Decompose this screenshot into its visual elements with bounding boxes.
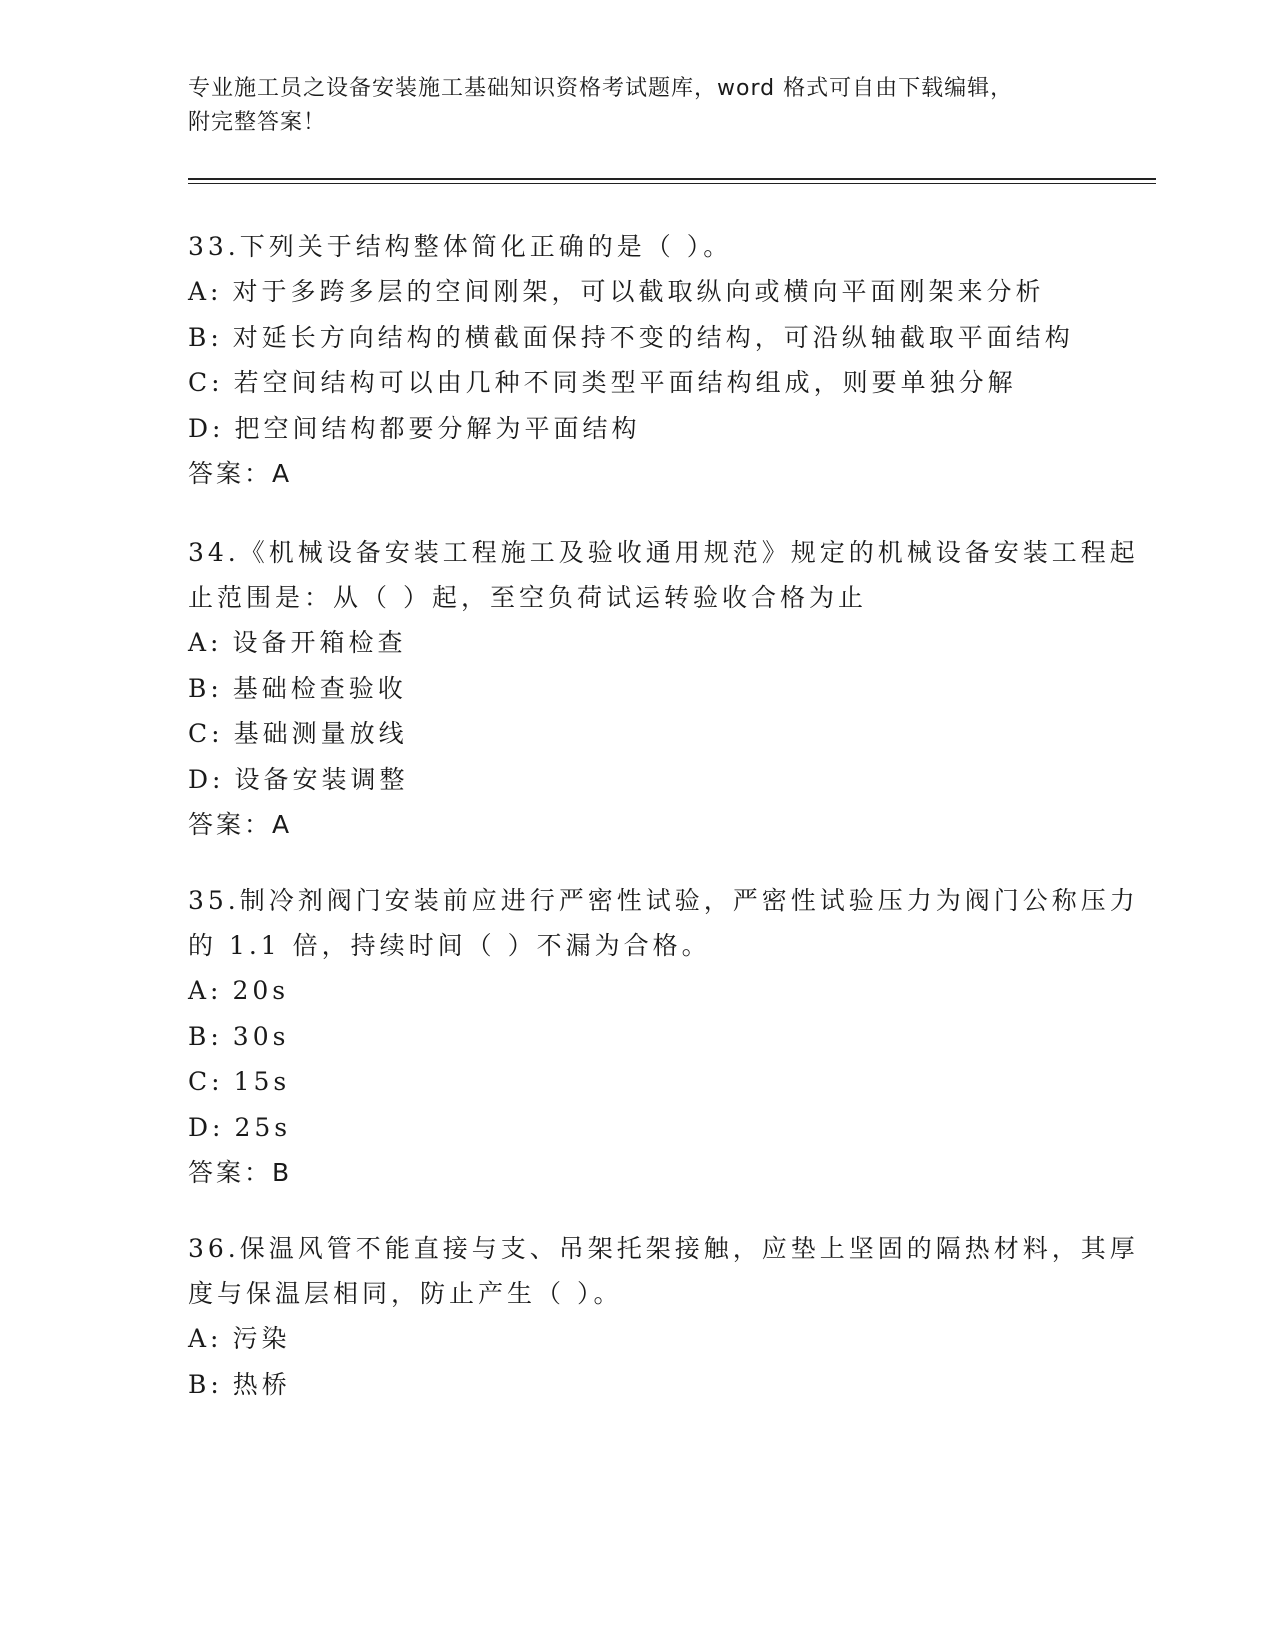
option-c: C: 若空间结构可以由几种不同类型平面结构组成，则要单独分解 bbox=[188, 368, 1017, 397]
option-c: C: 15s bbox=[188, 1067, 291, 1096]
option-b: B: 30s bbox=[188, 1021, 290, 1051]
question-36 bbox=[188, 1226, 1148, 1407]
option-a: A: 设备开箱检查 bbox=[188, 628, 407, 657]
option-a: A: 20s bbox=[188, 976, 290, 1005]
option-c: C: 基础测量放线 bbox=[188, 719, 408, 748]
option-a: A: 污染 bbox=[188, 1324, 291, 1353]
question-stem: 34.《机械设备安装工程施工及验收通用规范》规定的机械设备安装工程起止范围是：从（ ）起，至空负荷试运转验收合格为止 bbox=[188, 538, 1139, 612]
option-b: B: 热桥 bbox=[188, 1369, 291, 1399]
question-34 bbox=[188, 530, 1148, 848]
option-d: D: 25s bbox=[188, 1112, 292, 1142]
option-a: A: 对于多跨多层的空间刚架，可以截取纵向或横向平面刚架来分析 bbox=[188, 277, 1045, 306]
header-divider-thick bbox=[188, 178, 1156, 180]
answer-label: 答案：B bbox=[188, 1158, 293, 1187]
question-33 bbox=[188, 224, 1148, 497]
header-divider-thin bbox=[188, 183, 1156, 184]
question-stem: 33.下列关于结构整体简化正确的是（ ）。 bbox=[188, 232, 733, 261]
question-stem: 36.保温风管不能直接与支、吊架托架接触，应垫上坚固的隔热材料，其厚度与保温层相同，防止产生（ ）。 bbox=[188, 1234, 1139, 1308]
option-d: D: 设备安装调整 bbox=[188, 764, 409, 794]
option-b: B: 基础检查验收 bbox=[188, 673, 407, 703]
header-line-1: 专业施工员之设备安装施工基础知识资格考试题库，word 格式可自由下载编辑， bbox=[188, 76, 1014, 101]
document-header bbox=[188, 72, 1088, 140]
answer-label: 答案：A bbox=[188, 459, 293, 488]
header-line-2: 附完整答案！ bbox=[188, 110, 327, 135]
question-stem: 35.制冷剂阀门安装前应进行严密性试验，严密性试验压力为阀门公称压力的 1.1 倍，持续时间（ ）不漏为合格。 bbox=[188, 886, 1139, 960]
answer-label: 答案：A bbox=[188, 810, 293, 839]
option-b: B: 对延长方向结构的横截面保持不变的结构，可沿纵轴截取平面结构 bbox=[188, 322, 1074, 352]
question-35 bbox=[188, 878, 1148, 1196]
option-d: D: 把空间结构都要分解为平面结构 bbox=[188, 413, 641, 443]
